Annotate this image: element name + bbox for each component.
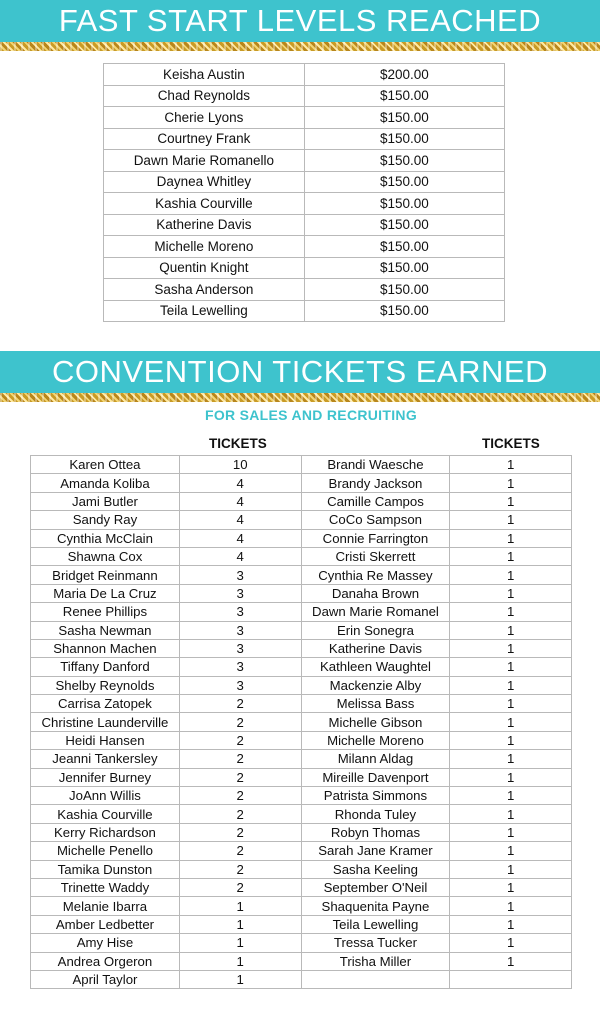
name-cell: Brandy Jackson (301, 474, 450, 492)
name-cell: Amanda Koliba (31, 474, 180, 492)
tickets-cell: 1 (450, 952, 572, 970)
gold-glitter-divider (0, 393, 600, 402)
table-row (31, 842, 572, 860)
fast-start-banner (0, 0, 600, 42)
convention-table (30, 455, 572, 989)
name-cell: Maria De La Cruz (31, 584, 180, 602)
name-cell (301, 970, 450, 988)
tickets-cell: 1 (450, 860, 572, 878)
tickets-cell: 1 (450, 787, 572, 805)
name-cell: Jennifer Burney (31, 768, 180, 786)
name-cell: JoAnn Willis (31, 787, 180, 805)
tickets-cell: 1 (450, 511, 572, 529)
table-row (31, 529, 572, 547)
name-cell: Teila Lewelling (301, 915, 450, 933)
tickets-cell: 1 (450, 878, 572, 896)
amount-cell: $150.00 (304, 257, 504, 279)
table-row (104, 193, 505, 215)
tickets-cell: 1 (450, 842, 572, 860)
table-row (104, 214, 505, 236)
convention-title: CONVENTION TICKETS EARNED (52, 354, 548, 389)
tickets-cell: 3 (179, 621, 301, 639)
tickets-cell: 3 (179, 566, 301, 584)
name-cell: Amy Hise (31, 934, 180, 952)
tickets-cell: 1 (179, 934, 301, 952)
tickets-cell (450, 970, 572, 988)
table-row (31, 676, 572, 694)
tickets-cell: 1 (450, 805, 572, 823)
name-cell: Cynthia McClain (31, 529, 180, 547)
table-row (104, 300, 505, 322)
tickets-cell: 1 (450, 676, 572, 694)
name-cell: Connie Farrington (301, 529, 450, 547)
table-row (31, 603, 572, 621)
name-cell: Tressa Tucker (301, 934, 450, 952)
tickets-cell: 4 (179, 492, 301, 510)
tickets-cell: 2 (179, 805, 301, 823)
amount-cell: $150.00 (304, 193, 504, 215)
table-row (104, 85, 505, 107)
table-row (31, 695, 572, 713)
tickets-cell: 1 (450, 934, 572, 952)
tickets-cell: 1 (450, 713, 572, 731)
name-cell: Bridget Reinmann (31, 566, 180, 584)
fast-start-title: FAST START LEVELS REACHED (58, 3, 542, 38)
tickets-cell: 2 (179, 713, 301, 731)
tickets-header-left: TICKETS (209, 436, 267, 451)
tickets-cell: 1 (450, 915, 572, 933)
table-row (31, 934, 572, 952)
name-cell: Sasha Keeling (301, 860, 450, 878)
table-row (31, 952, 572, 970)
tickets-cell: 1 (450, 750, 572, 768)
table-row (31, 621, 572, 639)
name-cell: Trisha Miller (301, 952, 450, 970)
table-row (31, 584, 572, 602)
table-row (31, 474, 572, 492)
table-row (31, 492, 572, 510)
name-cell: Milann Aldag (301, 750, 450, 768)
tickets-cell: 4 (179, 474, 301, 492)
tickets-cell: 1 (450, 566, 572, 584)
tickets-cell: 1 (450, 474, 572, 492)
name-cell: Sasha Anderson (104, 279, 305, 301)
tickets-cell: 2 (179, 695, 301, 713)
table-row (31, 456, 572, 474)
amount-cell: $150.00 (304, 171, 504, 193)
name-cell: Melissa Bass (301, 695, 450, 713)
name-cell: Michelle Moreno (301, 731, 450, 749)
table-row (104, 257, 505, 279)
tickets-cell: 1 (450, 639, 572, 657)
table-row (31, 658, 572, 676)
amount-cell: $150.00 (304, 107, 504, 129)
table-row (31, 970, 572, 988)
tickets-cell: 1 (179, 952, 301, 970)
table-row (104, 236, 505, 258)
name-cell: Teila Lewelling (104, 300, 305, 322)
table-row (31, 823, 572, 841)
name-cell: Tiffany Danford (31, 658, 180, 676)
table-row (31, 713, 572, 731)
name-cell: Dawn Marie Romanello (104, 150, 305, 172)
amount-cell: $150.00 (304, 279, 504, 301)
tickets-cell: 3 (179, 584, 301, 602)
table-row (104, 64, 505, 86)
table-row (31, 805, 572, 823)
tickets-header-right: TICKETS (482, 436, 540, 451)
name-cell: Karen Ottea (31, 456, 180, 474)
name-cell: Michelle Penello (31, 842, 180, 860)
table-row (104, 279, 505, 301)
table-row (31, 566, 572, 584)
table-row (31, 878, 572, 896)
name-cell: Courtney Frank (104, 128, 305, 150)
table-row (31, 787, 572, 805)
amount-cell: $150.00 (304, 214, 504, 236)
name-cell: Kashia Courville (31, 805, 180, 823)
amount-cell: $150.00 (304, 236, 504, 258)
tickets-cell: 4 (179, 511, 301, 529)
name-cell: Patrista Simmons (301, 787, 450, 805)
tickets-cell: 10 (179, 456, 301, 474)
tickets-cell: 1 (179, 970, 301, 988)
name-cell: Melanie Ibarra (31, 897, 180, 915)
name-cell: Robyn Thomas (301, 823, 450, 841)
gold-glitter-divider (0, 42, 600, 51)
tickets-cell: 1 (450, 492, 572, 510)
tickets-cell: 1 (450, 695, 572, 713)
tickets-cell: 3 (179, 639, 301, 657)
tickets-cell: 1 (450, 658, 572, 676)
table-row (31, 768, 572, 786)
name-cell: Katherine Davis (301, 639, 450, 657)
name-cell: Trinette Waddy (31, 878, 180, 896)
tickets-cell: 2 (179, 823, 301, 841)
table-row (31, 897, 572, 915)
convention-banner (0, 351, 600, 393)
tickets-cell: 3 (179, 676, 301, 694)
amount-cell: $150.00 (304, 85, 504, 107)
name-cell: CoCo Sampson (301, 511, 450, 529)
table-row (31, 639, 572, 657)
table-row (31, 511, 572, 529)
tickets-cell: 2 (179, 768, 301, 786)
name-cell: Dawn Marie Romanel (301, 603, 450, 621)
convention-subtitle: FOR SALES AND RECRUITING (204, 407, 418, 423)
tickets-cell: 2 (179, 860, 301, 878)
name-cell: Christine Launderville (31, 713, 180, 731)
name-cell: April Taylor (31, 970, 180, 988)
table-row (104, 107, 505, 129)
name-cell: Jeanni Tankersley (31, 750, 180, 768)
table-row (31, 750, 572, 768)
name-cell: Camille Campos (301, 492, 450, 510)
table-row (31, 547, 572, 565)
tickets-cell: 1 (450, 547, 572, 565)
name-cell: Mackenzie Alby (301, 676, 450, 694)
tickets-cell: 1 (450, 768, 572, 786)
table-row (31, 915, 572, 933)
name-cell: Shannon Machen (31, 639, 180, 657)
name-cell: Carrisa Zatopek (31, 695, 180, 713)
name-cell: Daynea Whitley (104, 171, 305, 193)
tickets-cell: 3 (179, 658, 301, 676)
name-cell: Sandy Ray (31, 511, 180, 529)
name-cell: Mireille Davenport (301, 768, 450, 786)
name-cell: Michelle Moreno (104, 236, 305, 258)
fast-start-table (103, 63, 505, 322)
tickets-cell: 1 (450, 603, 572, 621)
tickets-cell: 1 (450, 731, 572, 749)
name-cell: Shawna Cox (31, 547, 180, 565)
tickets-cell: 1 (450, 897, 572, 915)
name-cell: Shelby Reynolds (31, 676, 180, 694)
table-row (104, 128, 505, 150)
name-cell: Erin Sonegra (301, 621, 450, 639)
name-cell: Brandi Waesche (301, 456, 450, 474)
name-cell: Kashia Courville (104, 193, 305, 215)
tickets-cell: 4 (179, 547, 301, 565)
name-cell: Chad Reynolds (104, 85, 305, 107)
name-cell: Amber Ledbetter (31, 915, 180, 933)
tickets-cell: 1 (450, 529, 572, 547)
name-cell: Cynthia Re Massey (301, 566, 450, 584)
amount-cell: $200.00 (304, 64, 504, 86)
tickets-cell: 2 (179, 750, 301, 768)
tickets-cell: 4 (179, 529, 301, 547)
name-cell: Katherine Davis (104, 214, 305, 236)
name-cell: Cherie Lyons (104, 107, 305, 129)
tickets-cell: 2 (179, 787, 301, 805)
table-row (31, 860, 572, 878)
name-cell: September O'Neil (301, 878, 450, 896)
name-cell: Cristi Skerrett (301, 547, 450, 565)
name-cell: Michelle Gibson (301, 713, 450, 731)
name-cell: Sarah Jane Kramer (301, 842, 450, 860)
name-cell: Shaquenita Payne (301, 897, 450, 915)
table-row (31, 731, 572, 749)
tickets-cell: 1 (179, 897, 301, 915)
tickets-cell: 1 (450, 456, 572, 474)
tickets-cell: 1 (450, 823, 572, 841)
amount-cell: $150.00 (304, 150, 504, 172)
table-row (104, 171, 505, 193)
name-cell: Kerry Richardson (31, 823, 180, 841)
name-cell: Quentin Knight (104, 257, 305, 279)
name-cell: Jami Butler (31, 492, 180, 510)
name-cell: Danaha Brown (301, 584, 450, 602)
name-cell: Rhonda Tuley (301, 805, 450, 823)
tickets-cell: 2 (179, 731, 301, 749)
name-cell: Kathleen Waughtel (301, 658, 450, 676)
name-cell: Renee Phillips (31, 603, 180, 621)
tickets-cell: 1 (450, 621, 572, 639)
amount-cell: $150.00 (304, 300, 504, 322)
tickets-cell: 1 (179, 915, 301, 933)
name-cell: Keisha Austin (104, 64, 305, 86)
name-cell: Sasha Newman (31, 621, 180, 639)
tickets-cell: 3 (179, 603, 301, 621)
name-cell: Andrea Orgeron (31, 952, 180, 970)
tickets-cell: 1 (450, 584, 572, 602)
tickets-cell: 2 (179, 842, 301, 860)
name-cell: Tamika Dunston (31, 860, 180, 878)
amount-cell: $150.00 (304, 128, 504, 150)
table-row (104, 150, 505, 172)
name-cell: Heidi Hansen (31, 731, 180, 749)
tickets-cell: 2 (179, 878, 301, 896)
